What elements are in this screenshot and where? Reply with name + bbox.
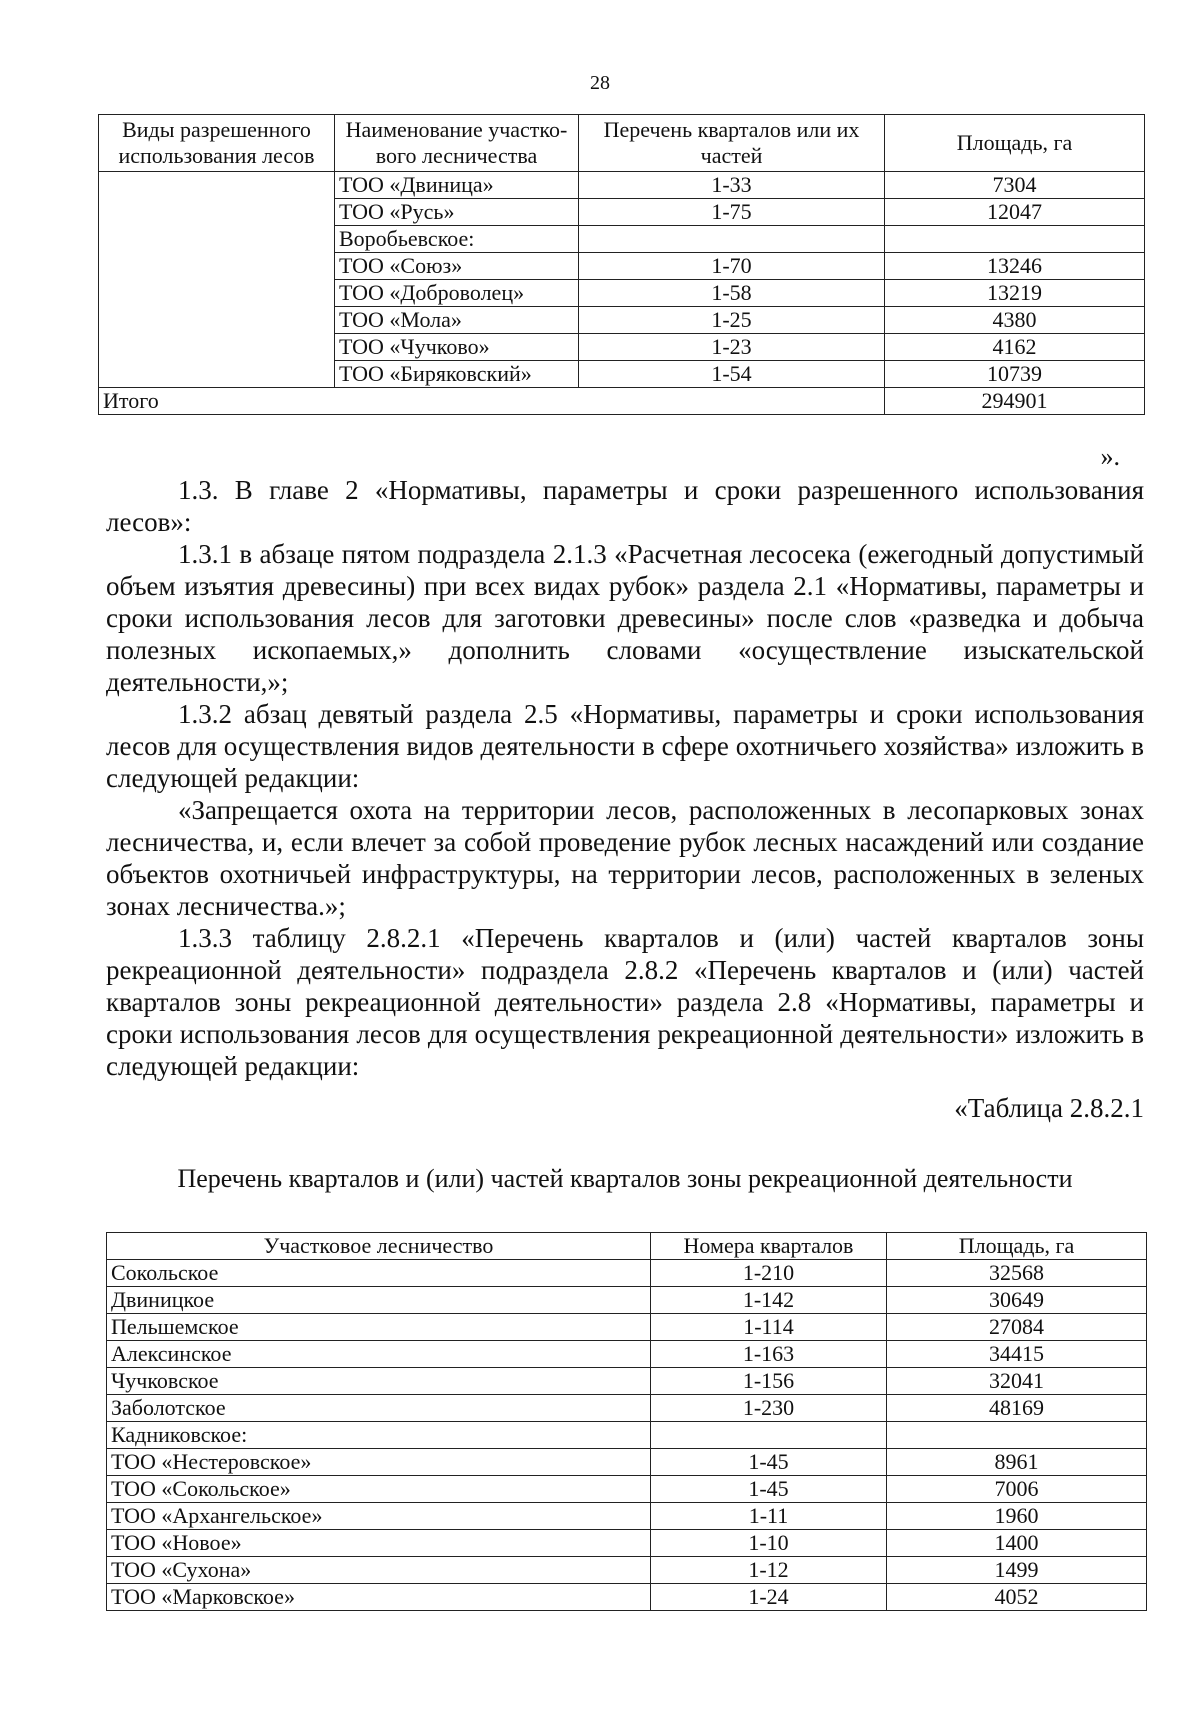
table-row [107,1287,1147,1314]
use-type-cell [99,280,335,307]
name-cell: Воробьевское: [335,226,579,253]
use-type-cell [99,226,335,253]
table-row [99,199,1145,226]
paragraph: 1.3.1 в абзаце пятом подраздела 2.1.3 «Расчетная лесосека (ежегодный допустимый объем изъятия древесины) при всех видах рубок» раздела 2.1 «Нормативы, параметры и сроки использования лесов для заготовки древесины» после слов «разведка и добыча полезных ископаемых,» дополнить словами «осуществление изыскательской деятельности,»; [106,539,1144,697]
page-number: 28 [590,72,610,94]
use-type-cell [99,253,335,280]
name-cell: Алексинское [107,1341,651,1368]
total-row [99,388,1145,415]
area-cell: 32041 [887,1368,1147,1395]
name-cell: Чучковское [107,1368,651,1395]
table-row [99,307,1145,334]
table-row [99,253,1145,280]
header-cell: Виды разрешенного использования лесов [99,115,335,172]
quarters-cell [651,1422,887,1449]
area-cell: 1400 [887,1530,1147,1557]
table-row [107,1260,1147,1287]
table-row [107,1449,1147,1476]
quarters-cell: 1-33 [579,172,885,199]
quarters-cell: 1-156 [651,1368,887,1395]
table-row [107,1557,1147,1584]
paragraph: 1.3.3 таблицу 2.8.2.1 «Перечень кварталов и (или) частей кварталов зоны рекреационной деятельности» подраздела 2.8.2 «Перечень кварталов и (или) частей кварталов зоны рекреационной деятельности» раздела 2.8 «Нормативы, параметры и сроки использования лесов для осуществления рекреационной деятельности» изложить в следующей редакции: [106,923,1144,1081]
header-cell: Площадь, га [885,115,1145,172]
paragraph: 1.3. В главе 2 «Нормативы, параметры и сроки разрешенного использования лесов»: [106,475,1144,537]
table-row [107,1368,1147,1395]
area-cell: 4380 [885,307,1145,334]
area-cell: 1499 [887,1557,1147,1584]
quarters-cell: 1-25 [579,307,885,334]
paragraph: «Запрещается охота на территории лесов, расположенных в лесопарковых зонах лесничества, и, если влечет за собой проведение рубок лесных насаждений или создание объектов охотничьей инфраструктуры, на территории лесов, расположенных в зеленых зонах лесничества.»; [106,795,1144,921]
header-cell: Номера кварталов [651,1233,887,1260]
header-cell: Площадь, га [887,1233,1147,1260]
quarters-cell: 1-210 [651,1260,887,1287]
quarters-cell: 1-10 [651,1530,887,1557]
quarters-cell: 1-75 [579,199,885,226]
paragraph: 1.3.2 абзац девятый раздела 2.5 «Нормативы, параметры и сроки использования лесов для осуществления видов деятельности в сфере охотничьего хозяйства» изложить в следующей редакции: [106,699,1144,793]
table-row [99,334,1145,361]
quarters-cell: 1-163 [651,1341,887,1368]
area-cell: 7006 [887,1476,1147,1503]
quarters-cell: 1-12 [651,1557,887,1584]
area-cell: 12047 [885,199,1145,226]
name-cell: ТОО «Марковское» [107,1584,651,1611]
quarters-cell: 1-24 [651,1584,887,1611]
name-cell: ТОО «Мола» [335,307,579,334]
name-cell: Заболотское [107,1395,651,1422]
area-cell: 32568 [887,1260,1147,1287]
quarters-cell: 1-142 [651,1287,887,1314]
header-cell: Участковое лесничество [107,1233,651,1260]
name-cell: ТОО «Русь» [335,199,579,226]
table-row [107,1476,1147,1503]
quarters-cell: 1-114 [651,1314,887,1341]
table-row [107,1530,1147,1557]
use-type-cell [99,199,335,226]
total-value: 294901 [885,388,1145,415]
table-row [99,280,1145,307]
name-cell: ТОО «Двиница» [335,172,579,199]
table-row [99,361,1145,388]
table-row [107,1395,1147,1422]
table-row [99,172,1145,199]
quarters-cell: 1-45 [651,1476,887,1503]
table-header-row [107,1233,1147,1260]
quarters-cell: 1-70 [579,253,885,280]
table-row [107,1341,1147,1368]
name-cell: ТОО «Нестеровское» [107,1449,651,1476]
name-cell: ТОО «Чучково» [335,334,579,361]
name-cell: Сокольское [107,1260,651,1287]
table-header-row [99,115,1145,172]
quarters-cell: 1-23 [579,334,885,361]
name-cell: ТОО «Сухона» [107,1557,651,1584]
table-row [107,1503,1147,1530]
area-cell: 4162 [885,334,1145,361]
table-caption: Перечень кварталов и (или) частей кварталов зоны рекреационной деятельности [177,1164,1073,1193]
area-cell: 13246 [885,253,1145,280]
total-label: Итого [99,388,885,415]
header-cell: Перечень кварталов или их частей [579,115,885,172]
quarters-cell: 1-58 [579,280,885,307]
use-type-cell [99,361,335,388]
area-cell: 34415 [887,1341,1147,1368]
area-cell: 7304 [885,172,1145,199]
table-row [107,1314,1147,1341]
area-cell: 8961 [887,1449,1147,1476]
use-type-cell [99,334,335,361]
quarters-cell: 1-11 [651,1503,887,1530]
name-cell: Кадниковское: [107,1422,651,1449]
forest-use-table [98,114,1145,415]
body-text [106,474,1144,1124]
use-type-cell [99,307,335,334]
area-cell [885,226,1145,253]
closing-quote: ». [1100,442,1120,471]
name-cell: ТОО «Союз» [335,253,579,280]
table-row [99,226,1145,253]
table-row [107,1422,1147,1449]
area-cell: 30649 [887,1287,1147,1314]
quarters-cell: 1-45 [651,1449,887,1476]
name-cell: ТОО «Биряковский» [335,361,579,388]
area-cell: 48169 [887,1395,1147,1422]
name-cell: ТОО «Доброволец» [335,280,579,307]
name-cell: ТОО «Сокольское» [107,1476,651,1503]
quarters-cell: 1-54 [579,361,885,388]
area-cell: 10739 [885,361,1145,388]
area-cell: 27084 [887,1314,1147,1341]
use-type-cell [99,172,335,199]
recreation-quarters-table [106,1232,1147,1611]
table-reference: «Таблица 2.8.2.1 [954,1093,1144,1123]
area-cell: 1960 [887,1503,1147,1530]
area-cell: 13219 [885,280,1145,307]
area-cell: 4052 [887,1584,1147,1611]
quarters-cell [579,226,885,253]
area-cell [887,1422,1147,1449]
quarters-cell: 1-230 [651,1395,887,1422]
table-row [107,1584,1147,1611]
name-cell: Двиницкое [107,1287,651,1314]
header-cell: Наименование участко-вого лесничества [335,115,579,172]
name-cell: ТОО «Новое» [107,1530,651,1557]
name-cell: ТОО «Архангельское» [107,1503,651,1530]
name-cell: Пельшемское [107,1314,651,1341]
